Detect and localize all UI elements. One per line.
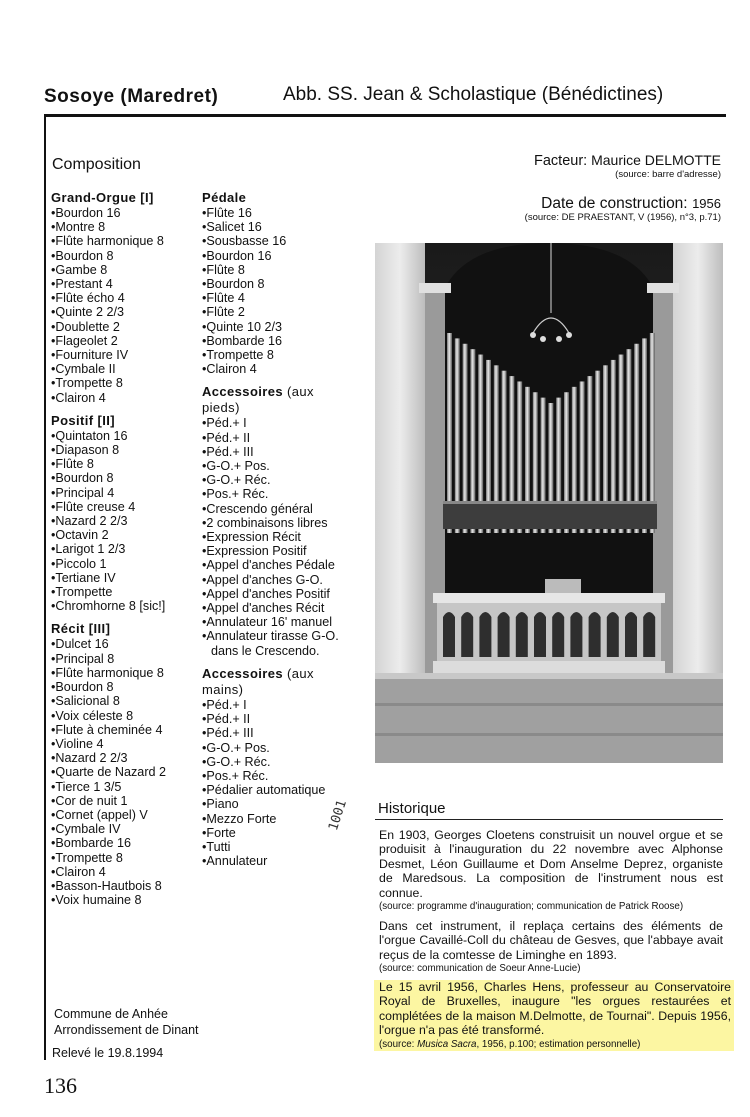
list-item: •Péd.+ II bbox=[202, 712, 251, 727]
list-item: •Flûte 4 bbox=[202, 291, 245, 306]
facteur-block bbox=[534, 152, 721, 181]
date-block bbox=[525, 195, 721, 224]
list-item: •Crescendo général bbox=[202, 501, 313, 516]
list-item: •Chromhorne 8 [sic!] bbox=[51, 599, 166, 614]
header-rule bbox=[44, 114, 726, 117]
balustrade-arch bbox=[589, 612, 601, 657]
list-item: •Violine 4 bbox=[51, 736, 104, 751]
list-item: •Bourdon 8 bbox=[202, 277, 265, 292]
list-item: •Fourniture IV bbox=[51, 348, 129, 363]
page-title: Sosoye (Maredret) bbox=[44, 86, 219, 107]
list-item: •Cymbale II bbox=[51, 362, 116, 377]
pedale-heading: Pédale bbox=[202, 190, 247, 205]
history-paragraph-1 bbox=[379, 828, 723, 913]
facteur-source: (source: barre d'adresse) bbox=[615, 169, 721, 180]
commune-block bbox=[54, 1006, 199, 1038]
list-item: •Pédalier automatique bbox=[202, 783, 326, 798]
list-item: •2 combinaisons libres bbox=[202, 515, 328, 530]
list-item: •Flute à cheminée 4 bbox=[51, 722, 163, 737]
list-item: •Diapason 8 bbox=[51, 443, 120, 458]
list-item: •Trompette 8 bbox=[202, 348, 274, 363]
list-item: •Flageolet 2 bbox=[51, 333, 118, 348]
list-item: •Piccolo 1 bbox=[51, 556, 107, 571]
list-item: •Mezzo Forte bbox=[202, 811, 277, 826]
list-item: •Flûte 2 bbox=[202, 305, 245, 320]
list-item: •G-O.+ Réc. bbox=[202, 754, 271, 769]
facteur-value: Maurice DELMOTTE bbox=[591, 152, 721, 168]
list-item: •Principal 4 bbox=[51, 485, 115, 500]
accessoires-mains-heading bbox=[202, 666, 352, 698]
list-item: •Trompette 8 bbox=[51, 850, 123, 865]
list-item: •Cornet (appel) V bbox=[51, 807, 148, 822]
list-item: •Salicional 8 bbox=[51, 694, 120, 709]
organ-photo bbox=[375, 243, 723, 763]
list-item: •Flûte harmonique 8 bbox=[51, 665, 164, 680]
list-item: •Gambe 8 bbox=[51, 262, 108, 277]
list-item: •Tertiane IV bbox=[51, 570, 116, 585]
list-item: •Cor de nuit 1 bbox=[51, 793, 128, 808]
list-item: •Piano bbox=[202, 797, 239, 812]
list-item: •Appel d'anches G-O. bbox=[202, 572, 323, 587]
source-suffix: , 1956, p.100; estimation personnelle) bbox=[476, 1038, 641, 1050]
handwritten-annotation: 1001 bbox=[326, 798, 350, 833]
accessoires-mains-subtitle: (aux mains) bbox=[202, 665, 314, 697]
list-item: •Trompette bbox=[51, 585, 113, 600]
list-item: •Péd.+ III bbox=[202, 726, 254, 741]
date-value: 1956 bbox=[692, 196, 721, 211]
list-item: •Appel d'anches Positif bbox=[202, 586, 330, 601]
list-item: •G-O.+ Pos. bbox=[202, 459, 270, 474]
list-item: •Octavin 2 bbox=[51, 528, 109, 543]
balustrade-arch bbox=[534, 612, 546, 657]
list-item: •Bourdon 8 bbox=[51, 680, 114, 695]
balustrade-arch bbox=[443, 612, 455, 657]
history-text-2: Dans cet instrument, il replaça certains des éléments de l'orgue Cavaillé-Coll du château de Gesves, que l'abbaye avait reçus de la comtesse de Liminghe en 1893. bbox=[379, 919, 723, 962]
list-item: •Quarte de Nazard 2 bbox=[51, 765, 167, 780]
list-item: •Trompette 8 bbox=[51, 376, 123, 391]
list-item: •Bombarde 16 bbox=[51, 836, 132, 851]
grand-orgue-stops bbox=[51, 206, 196, 405]
balustrade-arch bbox=[570, 612, 582, 657]
manuals-column bbox=[51, 190, 196, 907]
list-item: •Expression Positif bbox=[202, 544, 307, 559]
historique-rule bbox=[375, 819, 723, 820]
list-item: •Annulateur 16' manuel bbox=[202, 615, 333, 630]
date-label: Date de construction: bbox=[541, 195, 688, 212]
list-item: •Expression Récit bbox=[202, 530, 301, 545]
left-margin-rule bbox=[44, 115, 46, 1060]
list-item: •Bourdon 16 bbox=[202, 248, 272, 263]
list-item: •Pos.+ Réc. bbox=[202, 768, 269, 783]
list-item: •Principal 8 bbox=[51, 651, 115, 666]
list-item: •Basson-Hautbois 8 bbox=[51, 878, 162, 893]
recit-stops bbox=[51, 637, 196, 907]
list-item: •Clairon 4 bbox=[51, 864, 106, 879]
pedal-accessories-column bbox=[202, 190, 352, 868]
facteur-label: Facteur: bbox=[534, 153, 588, 169]
list-item: •Flûte harmonique 8 bbox=[51, 234, 164, 249]
balustrade-arch bbox=[461, 612, 473, 657]
list-item: •Nazard 2 2/3 bbox=[51, 751, 128, 766]
list-item: •Voix céleste 8 bbox=[51, 708, 134, 723]
list-item: •Bourdon 8 bbox=[51, 471, 114, 486]
history-source-2: (source: communication de Soeur Anne-Lucie) bbox=[379, 963, 581, 975]
source-prefix: (source: bbox=[379, 1038, 418, 1050]
list-item: •Clairon 4 bbox=[51, 390, 106, 405]
list-item: •Bourdon 8 bbox=[51, 248, 114, 263]
balustrade-arch bbox=[607, 612, 619, 657]
history-source-3 bbox=[379, 1038, 731, 1051]
list-item: •Flûte 8 bbox=[51, 457, 94, 472]
history-text-1: En 1903, Georges Cloetens construisit un nouvel orgue et se produisit à l'inauguration du 22 novembre avec Alphonse Desmet, Léon Guillaume et Dom Anselme Deprez, organiste de Maredsous. La composition de l'instrument nous est connue. bbox=[379, 828, 723, 900]
list-item: •Quinte 2 2/3 bbox=[51, 305, 125, 320]
accessoires-pieds-title: Accessoires bbox=[202, 384, 284, 400]
list-item: •Appel d'anches Récit bbox=[202, 601, 325, 616]
balustrade-arch bbox=[552, 612, 564, 657]
history-text-3: Le 15 avril 1956, Charles Hens, professeur au Conservatoire Royal de Bruxelles, inaugure "les orgues restaurées et complétées de la maison M.Delmotte, de Tournai". Depuis 1956, l'orgue n'a pas été transformé. bbox=[379, 980, 731, 1038]
balustrade-arch bbox=[498, 612, 510, 657]
list-item: •Larigot 1 2/3 bbox=[51, 542, 126, 557]
list-item: •Forte bbox=[202, 825, 236, 840]
list-item: •Cymbale IV bbox=[51, 822, 121, 837]
accessoires-mains-items bbox=[202, 698, 352, 868]
history-source-1: (source: programme d'inauguration; communication de Patrick Roose) bbox=[379, 901, 684, 913]
accessoires-pieds-items bbox=[202, 416, 352, 657]
list-item: •Clairon 4 bbox=[202, 362, 257, 377]
list-item: •Salicet 16 bbox=[202, 220, 262, 235]
positif-stops bbox=[51, 429, 196, 614]
history-paragraph-3-highlighted bbox=[374, 980, 734, 1051]
list-item: •Flûte écho 4 bbox=[51, 291, 125, 306]
date-source: (source: DE PRAESTANT, V (1956), n°3, p.71) bbox=[524, 212, 721, 223]
historique-title: Historique bbox=[378, 800, 446, 817]
list-item: •Péd.+ II bbox=[202, 430, 251, 445]
commune: Commune de Anhée bbox=[54, 1007, 168, 1021]
list-item: •Bombarde 16 bbox=[202, 333, 283, 348]
list-item: •G-O.+ Réc. bbox=[202, 473, 271, 488]
history-paragraph-2 bbox=[379, 919, 723, 975]
list-item: •Péd.+ I bbox=[202, 416, 247, 431]
list-item: •Tierce 1 3/5 bbox=[51, 779, 122, 794]
church-name: Abb. SS. Jean & Scholastique (Bénédictines) bbox=[283, 84, 664, 105]
list-item: •Flûte creuse 4 bbox=[51, 499, 136, 514]
accessoires-pieds-heading bbox=[202, 384, 352, 416]
list-item: •Quintaton 16 bbox=[51, 428, 128, 443]
list-item: •Pos.+ Réc. bbox=[202, 487, 269, 502]
recit-heading: Récit [III] bbox=[51, 621, 111, 637]
list-item: •Montre 8 bbox=[51, 220, 106, 235]
list-item: •Appel d'anches Pédale bbox=[202, 558, 335, 573]
list-item: •Péd.+ III bbox=[202, 444, 254, 459]
source-title: Musica Sacra bbox=[417, 1038, 477, 1050]
composition-title: Composition bbox=[52, 156, 141, 173]
list-item: •Dulcet 16 bbox=[51, 637, 109, 652]
list-item: •Annulateur tirasse G-O. dans le Crescendo. bbox=[202, 629, 339, 658]
list-item: •Tutti bbox=[202, 839, 231, 854]
list-item: •Nazard 2 2/3 bbox=[51, 514, 128, 529]
arrondissement: Arrondissement de Dinant bbox=[54, 1023, 199, 1037]
list-item: •Voix humaine 8 bbox=[51, 893, 142, 908]
list-item: •G-O.+ Pos. bbox=[202, 740, 270, 755]
list-item: •Sousbasse 16 bbox=[202, 234, 287, 249]
list-item: •Flûte 16 bbox=[202, 206, 252, 220]
list-item: •Doublette 2 bbox=[51, 319, 120, 334]
list-item: •Annulateur bbox=[202, 854, 268, 869]
list-item: •Péd.+ I bbox=[202, 697, 247, 712]
positif-heading: Positif [II] bbox=[51, 412, 116, 428]
grand-orgue-heading: Grand-Orgue [I] bbox=[51, 190, 154, 205]
list-item: •Flûte 8 bbox=[202, 262, 245, 277]
accessoires-pieds-subtitle: (aux pieds) bbox=[202, 384, 314, 416]
pedale-stops bbox=[202, 206, 352, 376]
balustrade-arch bbox=[625, 612, 637, 657]
balustrade-arch bbox=[479, 612, 491, 657]
accessoires-mains-title: Accessoires bbox=[202, 665, 284, 681]
releve-date: Relevé le 19.8.1994 bbox=[52, 1046, 164, 1060]
balustrade-arch bbox=[516, 612, 528, 657]
list-item: •Bourdon 16 bbox=[51, 206, 121, 220]
list-item: •Prestant 4 bbox=[51, 277, 113, 292]
balustrade-arch bbox=[643, 612, 655, 657]
page-number: 136 bbox=[44, 1073, 77, 1098]
list-item: •Quinte 10 2/3 bbox=[202, 319, 283, 334]
